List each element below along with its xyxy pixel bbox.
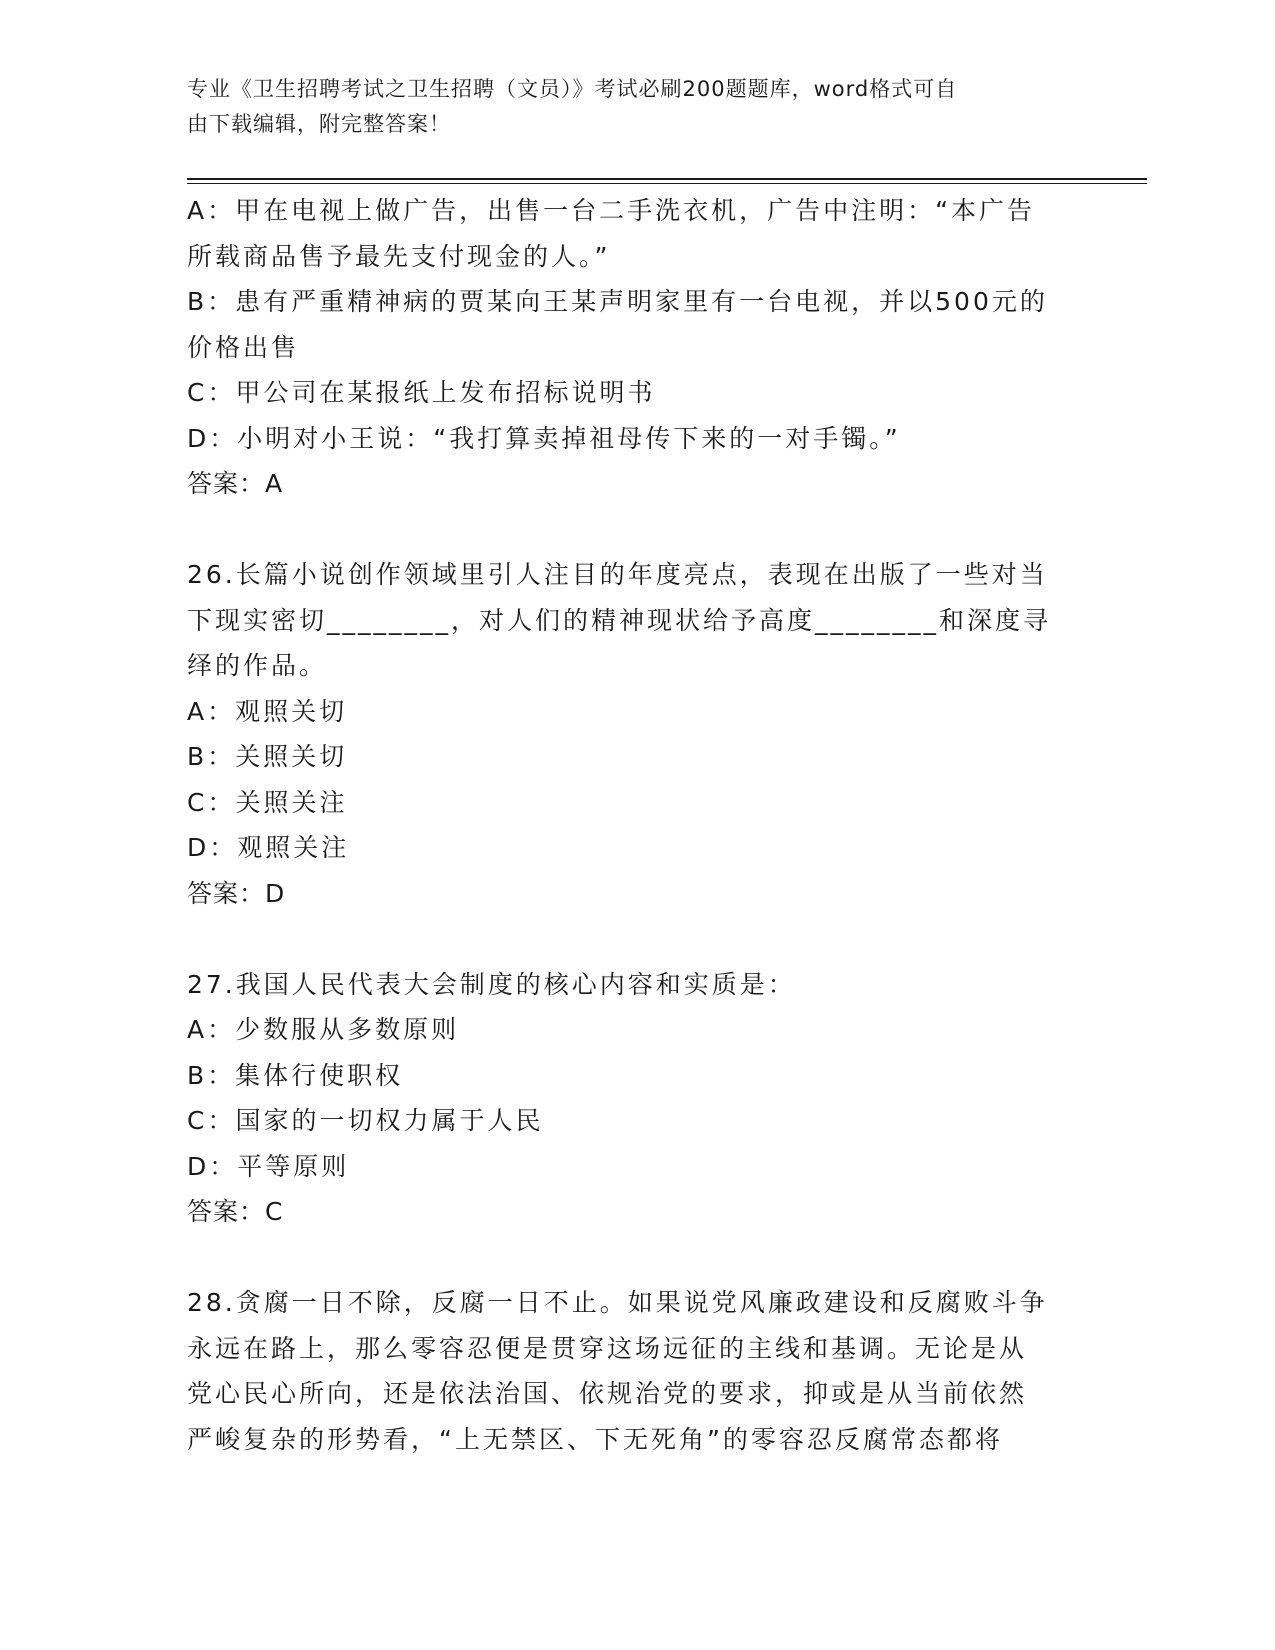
option-c-text: C：甲公司在某报纸上发布招标说明书 — [187, 378, 656, 407]
option-d-text: D：小明对小王说：“我打算卖掉祖母传下来的一对手镯。” — [187, 423, 901, 453]
question-28 — [187, 1280, 1082, 1462]
option-a-text: A：甲在电视上做广告，出售一台二手洗衣机，广告中注明：“本广告 — [187, 196, 1036, 225]
document-header — [187, 72, 1067, 142]
option-a-text: A：少数服从多数原则 — [187, 1015, 460, 1044]
header-divider — [187, 178, 1147, 180]
answer-text: 答案：D — [187, 878, 286, 908]
option-c-text: C：国家的一切权力属于人民 — [187, 1106, 544, 1135]
option-a-text: A：观照关切 — [187, 696, 348, 726]
header-divider-thin — [187, 183, 1147, 184]
document-body — [187, 188, 1082, 1462]
question-stem: 27.我国人民代表大会制度的核心内容和实质是： — [187, 969, 796, 999]
question-stem: 永远在路上，那么零容忍便是贯穿这场远征的主线和基调。无论是从 — [187, 1333, 1028, 1363]
option-c-text: C：关照关注 — [187, 787, 348, 817]
option-b-text: B：关照关切 — [187, 742, 348, 771]
header-line: 专业《卫生招聘考试之卫生招聘（文员）》考试必刷200题题库，word格式可自 — [187, 77, 958, 101]
question-stem: 党心民心所向，还是依法治国、依规治党的要求，抑或是从当前依然 — [187, 1379, 1028, 1408]
option-d-text: D：观照关注 — [187, 833, 350, 862]
answer-text: 答案：A — [187, 469, 284, 498]
option-b-text: B：集体行使职权 — [187, 1060, 404, 1090]
question-stem: 绎的作品。 — [187, 651, 328, 680]
question-stem: 下现实密切________，对人们的精神现状给予高度________和深度寻 — [187, 605, 1052, 635]
question-25-options — [187, 188, 1082, 507]
question-stem: 严峻复杂的形势看，“上无禁区、下无死角”的零容忍反腐常态都将 — [187, 1424, 1003, 1454]
option-d-text: D：平等原则 — [187, 1151, 350, 1181]
option-a-text: 所载商品售予最先支付现金的人。” — [187, 241, 611, 271]
option-b-text: B：患有严重精神病的贾某向王某声明家里有一台电视，并以500元的 — [187, 287, 1048, 316]
header-line: 由下载编辑，附完整答案！ — [187, 112, 451, 136]
question-26 — [187, 552, 1082, 916]
answer-text: 答案：C — [187, 1197, 284, 1226]
question-stem: 28.贪腐一日不除，反腐一日不止。如果说党风廉政建设和反腐败斗争 — [187, 1288, 1048, 1317]
question-stem: 26.长篇小说创作领域里引人注目的年度亮点，表现在出版了一些对当 — [187, 560, 1048, 589]
option-b-text: 价格出售 — [187, 332, 300, 362]
question-27 — [187, 962, 1082, 1235]
